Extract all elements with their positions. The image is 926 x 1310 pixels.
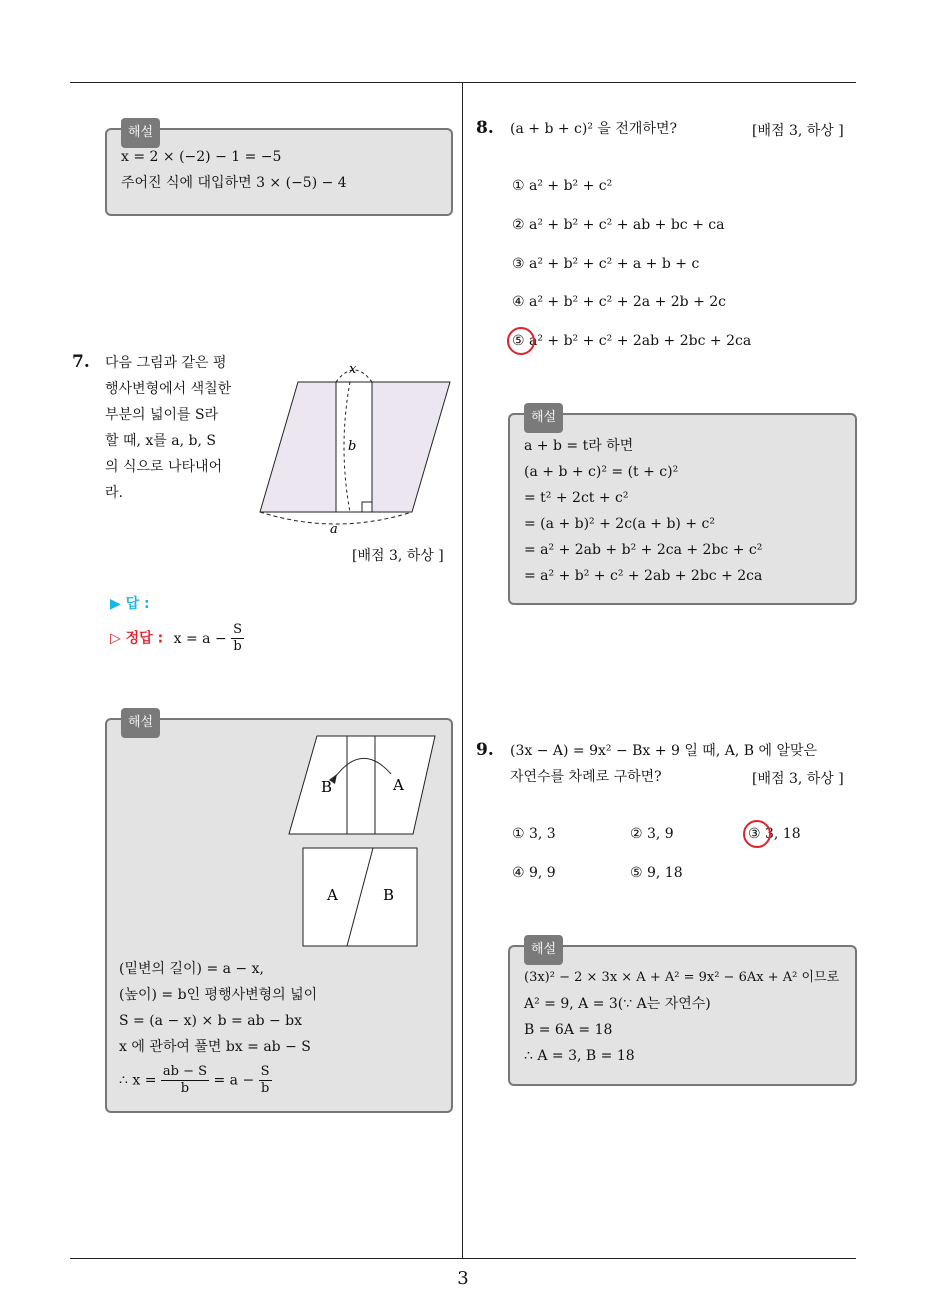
q9-answer-circle-mark <box>743 820 771 848</box>
q8-solution-line: = t² + 2ct + c² <box>524 490 629 506</box>
q9-choice-1[interactable]: ① 3, 3 <box>512 826 556 842</box>
top-rule <box>70 82 856 83</box>
q7-text-line: 행사변형에서 색칠한 <box>105 381 232 397</box>
q8-choice-1[interactable]: ① a² + b² + c² <box>512 178 613 194</box>
q8-solution-line: = a² + b² + c² + 2ab + 2bc + 2ca <box>524 568 763 584</box>
q9-solution-line: ∴ A = 3, B = 18 <box>524 1048 635 1064</box>
solution-tag: 해설 <box>524 935 563 965</box>
solution-tag: 해설 <box>121 708 160 738</box>
q9-solution-box <box>508 942 857 1086</box>
q9-solution-line: A² = 9, A = 3(∵ A는 자연수) <box>524 996 711 1012</box>
q7-correct-prefix: x = a − <box>173 630 227 647</box>
q8-solution-line: = a² + 2ab + b² + 2ca + 2bc + c² <box>524 542 763 558</box>
fraction-denominator: b <box>260 1081 270 1096</box>
q8-choice-5[interactable]: ⑤ a² + b² + c² + 2ab + 2bc + 2ca <box>512 333 752 349</box>
line5-prefix: ∴ x = <box>119 1072 157 1089</box>
q7-parallelogram-figure <box>250 360 460 540</box>
q9-choice-4[interactable]: ④ 9, 9 <box>512 865 556 881</box>
q9-choice-3[interactable]: ③ 3, 18 <box>748 826 801 842</box>
fraction-denominator: b <box>233 639 242 654</box>
q7-solution-line-2: (높이) = b인 평행사변형의 넓이 <box>119 987 318 1003</box>
q7-text-line: 할 때, x를 a, b, S <box>105 433 216 449</box>
q9-solution-line: (3x)² − 2 × 3x × A + A² = 9x² − 6Ax + A² 이므로 <box>524 970 840 985</box>
fig-label-A: A <box>393 776 404 794</box>
q9-choice-2[interactable]: ② 3, 9 <box>630 826 674 842</box>
q8-choice-3[interactable]: ③ a² + b² + c² + a + b + c <box>512 256 700 272</box>
fig-label-B: B <box>321 778 333 796</box>
fraction-1 <box>161 1064 209 1097</box>
q7-answer-label: ▶ 답 : <box>110 596 150 612</box>
q7-solution-box <box>105 715 453 1113</box>
q7-solution-line-5 <box>119 1064 317 1097</box>
q9-text-line-2: 자연수를 차례로 구하면? <box>510 769 662 785</box>
q6-solution-line-2: 주어진 식에 대입하면 3 × (−5) − 4 <box>121 175 347 191</box>
q8-choice-2[interactable]: ② a² + b² + c² + ab + bc + ca <box>512 217 725 233</box>
q8-solution-line: = (a + b)² + 2c(a + b) + c² <box>524 516 715 532</box>
label-a: a <box>330 522 338 537</box>
q7-solution-line-1: (밑변의 길이) = a − x, <box>119 961 264 977</box>
solution-tag: 해설 <box>121 118 160 148</box>
fig-label-B: B <box>383 886 395 904</box>
q8-score: [배점 3, 하상 ] <box>752 123 844 139</box>
q7-solution-figure <box>287 734 447 954</box>
line5-mid: = a − <box>213 1072 255 1089</box>
q8-solution-line: (a + b + c)² = (t + c)² <box>524 464 679 480</box>
q7-solution-line-3: S = (a − x) × b = ab − bx <box>119 1013 303 1029</box>
q9-score: [배점 3, 하상 ] <box>752 771 844 787</box>
solution-tag: 해설 <box>524 403 563 433</box>
q7-text-line: 라. <box>105 485 123 501</box>
q7-text-line: 다음 그림과 같은 평 <box>105 355 227 371</box>
q8-number: 8. <box>476 118 494 138</box>
q8-text: (a + b + c)² 을 전개하면? <box>510 121 677 137</box>
q7-correct-label: ▷ 정답 : <box>110 630 164 647</box>
q8-solution-box <box>508 410 857 605</box>
q7-number: 7. <box>72 352 90 372</box>
q7-solution-line-4: x 에 관하여 풀면 bx = ab − S <box>119 1039 311 1055</box>
q8-choice-4[interactable]: ④ a² + b² + c² + 2a + 2b + 2c <box>512 294 727 310</box>
fraction-numerator: ab − S <box>162 1064 208 1079</box>
parallelogram-outline <box>289 736 435 834</box>
q9-choice-5[interactable]: ⑤ 9, 18 <box>630 865 683 881</box>
fraction-numerator: S <box>260 1064 270 1079</box>
page-number: 3 <box>457 1268 469 1289</box>
fig-label-A: A <box>327 886 338 904</box>
q7-text-line: 부분의 넓이를 S라 <box>105 407 219 423</box>
q8-answer-circle-mark <box>507 327 535 355</box>
label-x: x <box>349 362 357 377</box>
q7-text-line: 의 식으로 나타내어 <box>105 459 223 475</box>
fraction-2 <box>259 1064 272 1097</box>
q8-solution-line: a + b = t라 하면 <box>524 438 634 454</box>
fraction-numerator: S <box>233 622 243 637</box>
bottom-rule <box>70 1258 856 1259</box>
q6-solution-box <box>105 125 453 216</box>
q7-solution-text <box>119 956 317 1097</box>
label-b: b <box>348 439 357 454</box>
q7-score: [배점 3, 하상 ] <box>352 548 444 564</box>
q9-solution-line: B = 6A = 18 <box>524 1022 613 1038</box>
column-divider <box>462 82 463 1258</box>
q7-correct-answer <box>110 622 244 655</box>
fraction-denominator: b <box>180 1081 190 1096</box>
q6-solution-line-1: x = 2 × (−2) − 1 = −5 <box>121 149 282 165</box>
q9-text-line-1: (3x − A) = 9x² − Bx + 9 일 때, A, B 에 알맞은 <box>510 743 818 759</box>
q7-correct-fraction <box>231 622 244 655</box>
q7-text <box>105 350 245 506</box>
q9-number: 9. <box>476 740 494 760</box>
